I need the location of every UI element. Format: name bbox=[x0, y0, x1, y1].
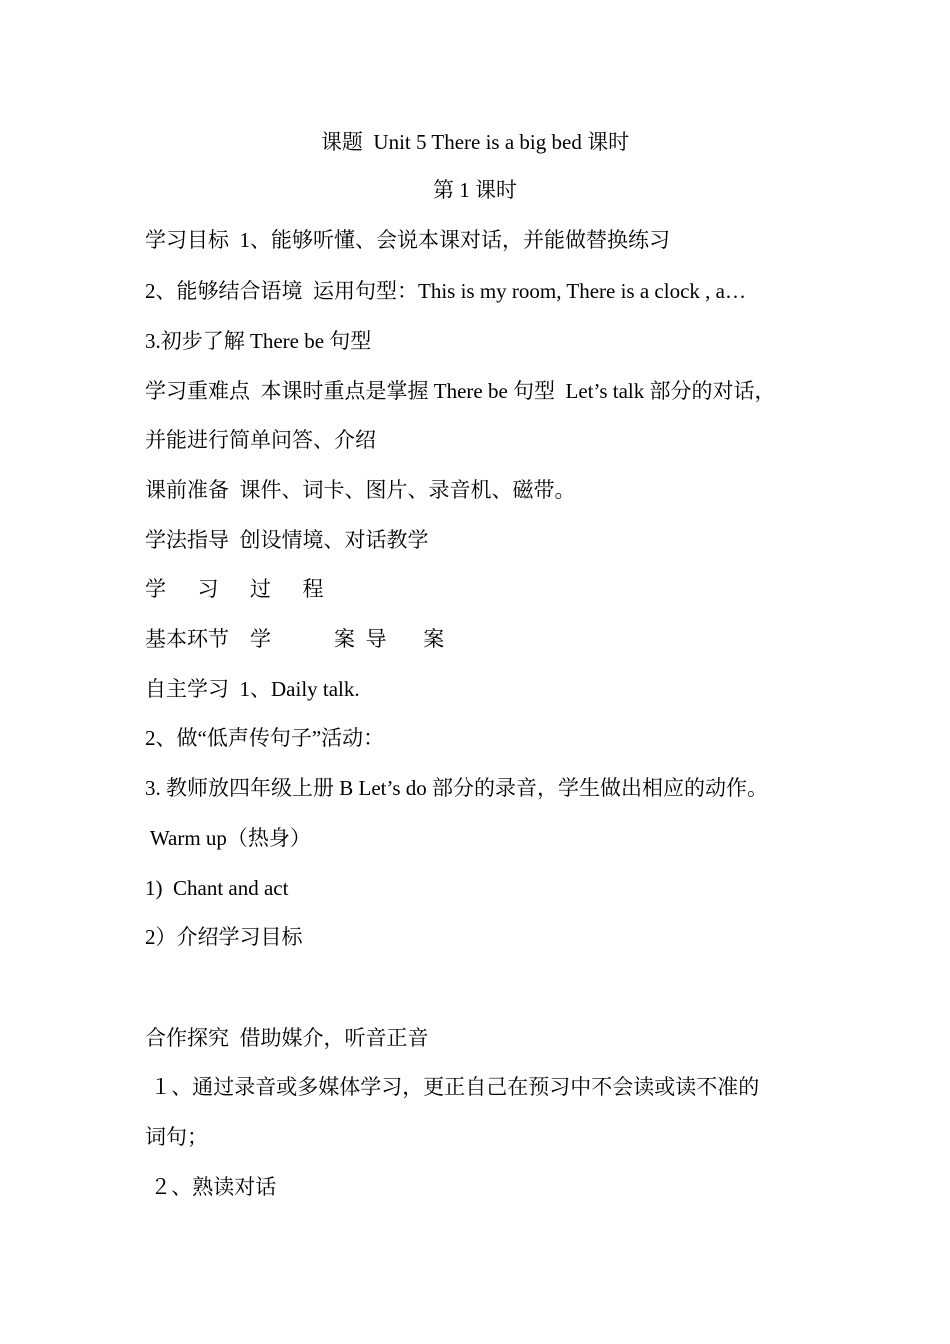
cooperative-step-2: ２、熟读对话 bbox=[145, 1175, 277, 1199]
self-study: 自主学习 1、Daily talk. bbox=[145, 677, 360, 701]
learning-goal-1: 学习目标 1、能够听懂、会说本课对话，并能做替换练习 bbox=[145, 228, 670, 252]
table-heading: 基本环节 学 案 导 案 bbox=[145, 627, 445, 651]
learning-goal-3: 3.初步了解 There be 句型 bbox=[145, 329, 372, 353]
class-preparation: 课前准备 课件、词卡、图片、录音机、磁带。 bbox=[145, 478, 576, 502]
process-heading: 学 习 过 程 bbox=[145, 577, 324, 601]
cooperative-step-1-continued: 词句； bbox=[145, 1125, 208, 1149]
page-title: 课题 Unit 5 There is a big bed 课时 bbox=[320, 130, 630, 154]
lesson-number: 第 1 课时 bbox=[433, 178, 517, 202]
introduce-goals: 2）介绍学习目标 bbox=[145, 925, 303, 949]
chant-and-act: 1) Chant and act bbox=[145, 876, 289, 900]
warm-up: Warm up（热身） bbox=[145, 826, 311, 850]
step-3: 3. 教师放四年级上册 B Let’s do 部分的录音，学生做出相应的动作。 bbox=[145, 776, 768, 800]
key-points-line-1: 学习重难点 本课时重点是掌握 There be 句型 Let’s talk 部分的对话， bbox=[145, 379, 776, 403]
cooperative-step-1: １、通过录音或多媒体学习，更正自己在预习中不会读或读不准的 bbox=[145, 1075, 760, 1099]
learning-goal-2: 2、能够结合语境 运用句型：This is my room, There is a clock , a… bbox=[145, 279, 746, 303]
learning-method: 学法指导 创设情境、对话教学 bbox=[145, 528, 429, 552]
step-2: 2、做“低声传句子”活动： bbox=[145, 726, 385, 750]
cooperative-inquiry: 合作探究 借助媒介，听音正音 bbox=[145, 1026, 429, 1050]
key-points-line-2: 并能进行简单问答、介绍 bbox=[145, 428, 376, 452]
